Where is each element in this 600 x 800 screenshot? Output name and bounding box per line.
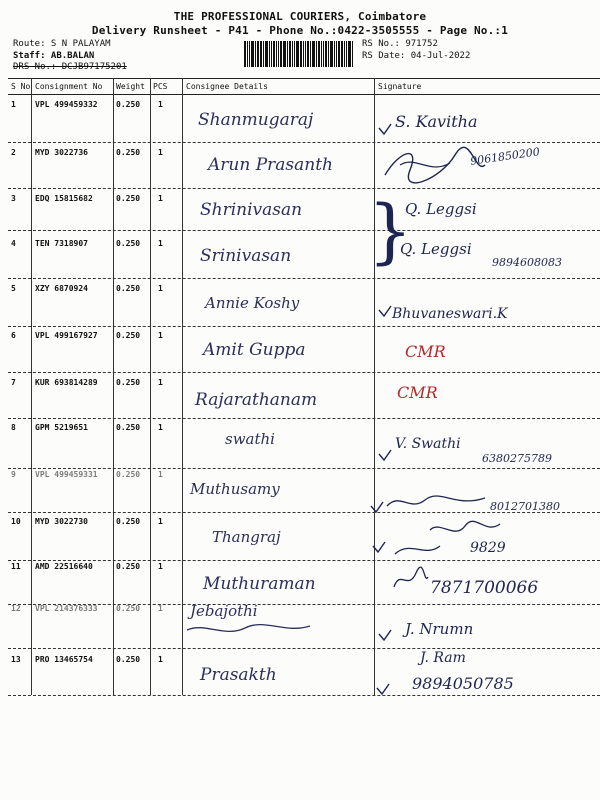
col-header-sno: S No <box>11 82 31 91</box>
row-consignment: VPL 499459331 <box>35 470 98 479</box>
barcode-bar <box>244 41 246 67</box>
row-weight: 0.250 <box>116 470 141 479</box>
tick-mark-icon <box>378 120 392 132</box>
row-consignment: PRO 13465754 <box>35 655 93 664</box>
signature-scribble <box>380 145 490 185</box>
row-signature-handwritten: CMR <box>405 342 446 361</box>
row-consignee-handwritten: Rajarathanam <box>195 390 318 410</box>
row-consignment: VPL 499459332 <box>35 100 98 109</box>
row-pcs: 1 <box>158 239 163 248</box>
barcode-bar <box>303 41 304 67</box>
row-signature-handwritten: J. Ram <box>420 650 466 666</box>
row-weight: 0.250 <box>116 655 141 664</box>
barcode-bar <box>265 41 268 67</box>
barcode-bar <box>255 41 256 67</box>
barcode-image <box>244 41 356 67</box>
column-divider <box>113 78 114 695</box>
barcode-bar <box>307 41 309 67</box>
barcode-bar <box>325 41 327 67</box>
row-signature-handwritten: J. Nrumn <box>405 620 474 638</box>
tick-mark-icon <box>378 626 392 638</box>
row-sno: 10 <box>11 517 21 526</box>
barcode-bar <box>294 41 295 67</box>
row-consignment: VPL 499167927 <box>35 331 98 340</box>
document-title: THE PROFESSIONAL COURIERS, Coimbatore <box>173 10 427 23</box>
col-header-signature: Signature <box>378 82 422 91</box>
barcode-bar <box>287 41 288 67</box>
barcode-bar <box>318 41 320 67</box>
row-separator <box>8 695 600 696</box>
row-sno: 4 <box>11 239 16 248</box>
row-phone-note: 8012701380 <box>490 500 560 513</box>
row-weight: 0.250 <box>116 239 141 248</box>
barcode-bar <box>289 41 291 67</box>
row-consignment: AMD 22516640 <box>35 562 93 571</box>
row-sno: 6 <box>11 331 16 340</box>
row-consignee-handwritten: Jebajothi <box>190 602 258 620</box>
row-consignment: EDQ 15815682 <box>35 194 93 203</box>
row-phone-note: 9061850200 <box>469 145 541 168</box>
row-sno: 1 <box>11 100 16 109</box>
row-consignee-handwritten: Prasakth <box>200 665 277 685</box>
row-sno: 12 <box>11 604 21 613</box>
signature-scribble <box>390 565 430 595</box>
tick-mark-icon <box>378 302 392 314</box>
row-separator <box>8 188 600 189</box>
row-signature-handwritten: V. Swathi <box>395 436 461 452</box>
barcode-bar <box>251 41 254 67</box>
row-pcs: 1 <box>158 517 163 526</box>
barcode-bar <box>330 41 333 67</box>
row-weight: 0.250 <box>116 194 141 203</box>
column-divider <box>31 78 32 695</box>
barcode-bar <box>296 41 299 67</box>
row-pcs: 1 <box>158 331 163 340</box>
signature-scribble <box>380 520 530 560</box>
rs-date: RS Date: 04-Jul-2022 <box>362 51 471 61</box>
row-phone-note: 7871700066 <box>430 578 539 598</box>
tick-mark-icon <box>370 498 384 510</box>
row-weight: 0.250 <box>116 331 141 340</box>
col-header-pcs: PCS <box>153 82 168 91</box>
row-consignee-handwritten: Thangraj <box>212 528 281 546</box>
row-pcs: 1 <box>158 423 163 432</box>
row-separator <box>8 278 600 279</box>
row-consignee-handwritten: Muthuraman <box>203 574 316 594</box>
row-separator <box>8 326 600 327</box>
row-signature-handwritten: S. Kavitha <box>395 112 478 131</box>
rs-number: RS No.: 971752 <box>362 39 438 49</box>
barcode-bar <box>312 41 315 67</box>
tick-mark-icon <box>372 538 386 550</box>
row-consignee-handwritten: Arun Prasanth <box>208 155 333 175</box>
column-divider <box>150 78 151 695</box>
row-signature-handwritten: Q. Leggsi <box>405 200 477 218</box>
barcode-bar <box>257 41 259 67</box>
row-consignee-handwritten: Muthusamy <box>190 480 280 498</box>
row-separator <box>8 418 600 419</box>
barcode-bar <box>278 41 279 67</box>
row-pcs: 1 <box>158 604 163 613</box>
row-pcs: 1 <box>158 378 163 387</box>
row-consignee-handwritten: Shrinivasan <box>200 200 303 220</box>
row-sno: 2 <box>11 148 16 157</box>
barcode-bar <box>328 41 329 67</box>
barcode-bar <box>321 41 322 67</box>
row-consignee-handwritten: swathi <box>225 430 275 448</box>
barcode-bar <box>316 41 317 67</box>
tick-mark-icon <box>376 680 390 692</box>
column-divider <box>374 78 375 695</box>
row-pcs: 1 <box>158 284 163 293</box>
barcode-bar <box>249 41 250 67</box>
row-consignment: GPM 5219651 <box>35 423 88 432</box>
col-header-consignee: Consignee Details <box>186 82 268 91</box>
row-consignment: TEN 7318907 <box>35 239 88 248</box>
staff-label: Staff: AB.BALAN <box>13 51 95 61</box>
row-separator <box>8 372 600 373</box>
row-signature-handwritten: Q. Leggsi <box>400 240 472 258</box>
tick-mark-icon <box>378 446 392 458</box>
row-consignee-handwritten: Srinivasan <box>200 246 292 266</box>
row-consignee-handwritten: Annie Koshy <box>205 294 300 312</box>
row-pcs: 1 <box>158 148 163 157</box>
row-weight: 0.250 <box>116 284 141 293</box>
row-sno: 13 <box>11 655 21 664</box>
row-separator <box>8 468 600 469</box>
barcode-bar <box>341 41 343 67</box>
row-separator <box>8 560 600 561</box>
row-consignment: MYD 3022736 <box>35 148 88 157</box>
row-sno: 5 <box>11 284 16 293</box>
row-sno: 8 <box>11 423 16 432</box>
row-sno: 11 <box>11 562 21 571</box>
barcode-bar <box>247 41 248 67</box>
row-pcs: 1 <box>158 100 163 109</box>
row-consignment: VPL 214376333 <box>35 604 98 613</box>
barcode-bar <box>305 41 306 67</box>
barcode-bar <box>269 41 270 67</box>
row-sno: 9 <box>11 470 16 479</box>
row-consignee-handwritten: Shanmugaraj <box>198 110 314 130</box>
barcode-bar <box>260 41 262 67</box>
column-divider <box>182 78 183 695</box>
row-phone-note: 9829 <box>470 540 506 556</box>
strikeout-scribble <box>185 620 315 640</box>
row-consignment: KUR 693814289 <box>35 378 98 387</box>
row-signature-handwritten: CMR <box>397 383 438 402</box>
barcode-bar <box>300 41 302 67</box>
barcode-bar <box>344 41 345 67</box>
row-consignee-handwritten: Amit Guppa <box>203 340 306 360</box>
barcode-bar <box>336 41 337 67</box>
brace-mark: } <box>368 190 413 272</box>
row-separator <box>8 230 600 231</box>
row-weight: 0.250 <box>116 423 141 432</box>
row-pcs: 1 <box>158 562 163 571</box>
row-consignment: XZY 6870924 <box>35 284 88 293</box>
row-phone-note: 9894608083 <box>492 256 562 269</box>
row-weight: 0.250 <box>116 604 141 613</box>
row-consignment: MYD 3022730 <box>35 517 88 526</box>
row-weight: 0.250 <box>116 100 141 109</box>
barcode-bar <box>273 41 275 67</box>
row-separator <box>8 142 600 143</box>
barcode-bar <box>280 41 282 67</box>
col-header-weight: Weight <box>116 82 145 91</box>
table-header-rule <box>8 94 600 95</box>
barcode-bar <box>310 41 311 67</box>
row-weight: 0.250 <box>116 148 141 157</box>
table-top-rule <box>8 78 600 79</box>
barcode-bar <box>271 41 272 67</box>
row-weight: 0.250 <box>116 378 141 387</box>
barcode-bar <box>323 41 324 67</box>
row-pcs: 1 <box>158 194 163 203</box>
row-phone-note: 6380275789 <box>482 452 552 465</box>
barcode-bar <box>352 41 353 67</box>
row-separator <box>8 648 600 649</box>
barcode-bar <box>263 41 264 67</box>
row-separator <box>8 512 600 513</box>
drs-number: DRS No.: DCJB97175201 <box>13 62 127 72</box>
barcode-bar <box>338 41 340 67</box>
document-subtitle: Delivery Runsheet - P41 - Phone No.:0422-3505555 - Page No.:1 <box>91 24 509 37</box>
row-phone-note: 9894050785 <box>412 674 514 693</box>
row-weight: 0.250 <box>116 562 141 571</box>
row-signature-handwritten: Bhuvaneswari.K <box>392 306 508 322</box>
row-weight: 0.250 <box>116 517 141 526</box>
signature-scribble <box>385 490 495 514</box>
barcode-bar <box>276 41 277 67</box>
row-sno: 7 <box>11 378 16 387</box>
col-header-consignment: Consignment No <box>35 82 103 91</box>
barcode-bar <box>334 41 335 67</box>
route-label: Route: S N PALAYAM <box>13 39 111 49</box>
row-sno: 3 <box>11 194 16 203</box>
barcode-bar <box>283 41 286 67</box>
row-pcs: 1 <box>158 470 163 479</box>
barcode-bar <box>346 41 347 67</box>
barcode-bar <box>292 41 293 67</box>
row-pcs: 1 <box>158 655 163 664</box>
barcode-bar <box>348 41 351 67</box>
